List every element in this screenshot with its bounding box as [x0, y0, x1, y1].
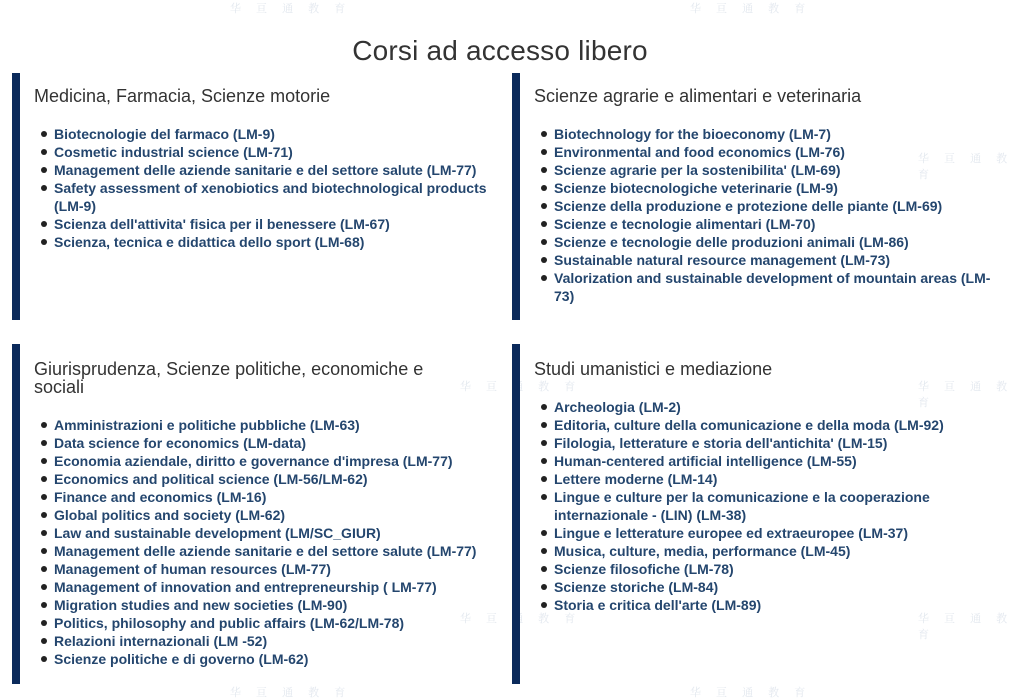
course-link[interactable]: Filologia, letterature e storia dell'antichita' (LM-15): [554, 435, 888, 451]
panel-heading: Medicina, Farmacia, Scienze motorie: [34, 86, 331, 106]
course-item: [34, 506, 492, 524]
bullet-icon: [541, 602, 547, 608]
watermark: 华 亘 通 教 育: [230, 687, 352, 699]
course-item: [34, 125, 492, 143]
course-link[interactable]: Law and sustainable development (LM/SC_GIUR): [54, 525, 381, 541]
course-link[interactable]: Politics, philosophy and public affairs (LM-62/LM-78): [54, 615, 405, 631]
course-item: [534, 542, 992, 560]
panel-heading: Studi umanistici e mediazione: [534, 359, 773, 379]
course-item: [534, 215, 992, 233]
course-link[interactable]: Scienze agrarie per la sostenibilita' (LM-69): [554, 162, 841, 178]
course-link[interactable]: Lingue e letterature europee ed extraeuropee (LM-37): [554, 525, 908, 541]
course-item: [534, 197, 992, 215]
course-link[interactable]: Data science for economics (LM-data): [54, 435, 307, 451]
course-item: [534, 578, 992, 596]
bullet-icon: [41, 602, 47, 608]
course-item: [34, 542, 492, 560]
bullet-icon: [541, 548, 547, 554]
page-title: Corsi ad accesso libero: [352, 34, 648, 66]
course-link[interactable]: Storia e critica dell'arte (LM-89): [554, 597, 762, 613]
course-item: [34, 578, 492, 596]
watermark: 华 亘 通 教 育: [690, 687, 812, 699]
course-item: [534, 143, 992, 161]
bullet-icon: [541, 203, 547, 209]
watermark: 华 亘 通 教 育: [918, 153, 1014, 181]
bullet-icon: [41, 221, 47, 227]
panel-heading: Giurisprudenza, Scienze politiche, economiche e sociali: [34, 359, 424, 397]
course-item: [34, 470, 492, 488]
watermark: 华 亘 通 教 育: [918, 381, 1014, 409]
course-item: [34, 215, 492, 233]
course-link[interactable]: Economia aziendale, diritto e governance d'impresa (LM-77): [54, 453, 453, 469]
bullet-icon: [541, 275, 547, 281]
bullet-icon: [41, 422, 47, 428]
bullet-icon: [541, 440, 547, 446]
course-list: [534, 398, 992, 614]
bullet-icon: [41, 584, 47, 590]
bullet-icon: [541, 584, 547, 590]
bullet-icon: [41, 167, 47, 173]
panel-medicina: [12, 73, 492, 320]
bullet-icon: [41, 239, 47, 245]
bullet-icon: [41, 512, 47, 518]
course-link[interactable]: Scienze della produzione e protezione delle piante (LM-69): [554, 198, 943, 214]
course-item: [534, 161, 992, 179]
course-link[interactable]: Scienze filosofiche (LM-78): [554, 561, 734, 577]
course-link[interactable]: Human-centered artificial intelligence (LM-55): [554, 453, 857, 469]
panel-giurisprudenza: [12, 344, 492, 684]
bullet-icon: [541, 494, 547, 500]
course-item: [34, 161, 492, 179]
watermark: 华 亘 通 教 育: [460, 381, 582, 393]
course-link[interactable]: Safety assessment of xenobiotics and biotechnological products (LM-9): [54, 180, 487, 214]
course-item: [534, 398, 992, 416]
watermark: 华 亘 通 教 育: [230, 3, 352, 15]
course-item: [534, 434, 992, 452]
course-item: [34, 560, 492, 578]
bullet-icon: [541, 404, 547, 410]
course-link[interactable]: Migration studies and new societies (LM-90): [54, 597, 348, 613]
course-link[interactable]: Biotechnology for the bioeconomy (LM-7): [554, 126, 831, 142]
bullet-icon: [541, 566, 547, 572]
course-list: [534, 125, 992, 305]
course-item: [34, 524, 492, 542]
course-item: [34, 632, 492, 650]
bullet-icon: [541, 167, 547, 173]
course-link[interactable]: Valorization and sustainable development of mountain areas (LM-73): [554, 270, 991, 304]
bullet-icon: [541, 149, 547, 155]
course-item: [534, 233, 992, 251]
course-item: [534, 524, 992, 542]
course-item: [34, 416, 492, 434]
bullet-icon: [41, 476, 47, 482]
course-link[interactable]: Economics and political science (LM-56/LM-62): [54, 471, 368, 487]
watermark: 华 亘 通 教 育: [690, 3, 812, 15]
course-item: [34, 614, 492, 632]
course-item: [534, 470, 992, 488]
course-item: [534, 179, 992, 197]
bullet-icon: [41, 131, 47, 137]
bullet-icon: [541, 239, 547, 245]
course-item: [534, 488, 992, 524]
course-item: [534, 269, 992, 305]
bullet-icon: [541, 131, 547, 137]
course-link[interactable]: Biotecnologie del farmaco (LM-9): [54, 126, 275, 142]
course-link[interactable]: Musica, culture, media, performance (LM-45): [554, 543, 851, 559]
course-link[interactable]: Scienze storiche (LM-84): [554, 579, 719, 595]
course-link[interactable]: Scienza dell'attivita' fisica per il benessere (LM-67): [54, 216, 390, 232]
bullet-icon: [41, 638, 47, 644]
course-item: [34, 434, 492, 452]
course-link[interactable]: Scienza, tecnica e didattica dello sport (LM-68): [54, 234, 365, 250]
course-link[interactable]: Global politics and society (LM-62): [54, 507, 286, 523]
course-item: [534, 416, 992, 434]
course-link[interactable]: Management delle aziende sanitarie e del settore salute (LM-77): [54, 162, 477, 178]
bullet-icon: [541, 185, 547, 191]
watermark: 华 亘 通 教 育: [918, 613, 1014, 641]
course-link[interactable]: Lettere moderne (LM-14): [554, 471, 718, 487]
bullet-icon: [541, 476, 547, 482]
bullet-icon: [41, 566, 47, 572]
course-link[interactable]: Sustainable natural resource management (LM-73): [554, 252, 891, 268]
bullet-icon: [41, 656, 47, 662]
bullet-icon: [541, 458, 547, 464]
course-item: [534, 125, 992, 143]
watermark: 华 亘 通 教 育: [460, 613, 582, 625]
bullet-icon: [41, 620, 47, 626]
course-list: [34, 125, 492, 251]
course-item: [534, 452, 992, 470]
bullet-icon: [41, 458, 47, 464]
bullet-icon: [41, 185, 47, 191]
course-link[interactable]: Management of human resources (LM-77): [54, 561, 331, 577]
course-item: [34, 452, 492, 470]
course-link[interactable]: Scienze biotecnologiche veterinarie (LM-9): [554, 180, 838, 196]
panel-heading: Scienze agrarie e alimentari e veterinaria: [534, 86, 862, 106]
bullet-icon: [541, 530, 547, 536]
course-item: [34, 650, 492, 668]
course-item: [34, 233, 492, 251]
course-item: [34, 179, 492, 215]
course-link[interactable]: Management delle aziende sanitarie e del settore salute (LM-77): [54, 543, 477, 559]
course-link[interactable]: Scienze e tecnologie delle produzioni animali (LM-86): [554, 234, 909, 250]
course-link[interactable]: Environmental and food economics (LM-76): [554, 144, 845, 160]
bullet-icon: [541, 221, 547, 227]
course-link[interactable]: Management of innovation and entrepreneurship ( LM-77): [54, 579, 437, 595]
course-link[interactable]: Cosmetic industrial science (LM-71): [54, 144, 293, 160]
course-item: [534, 560, 992, 578]
course-item: [34, 143, 492, 161]
course-item: [534, 251, 992, 269]
course-list: [34, 416, 492, 668]
course-link[interactable]: Amministrazioni e politiche pubbliche (LM-63): [54, 417, 360, 433]
course-link[interactable]: Finance and economics (LM-16): [54, 489, 267, 505]
course-link[interactable]: Editoria, culture della comunicazione e della moda (LM-92): [554, 417, 944, 433]
panel-agrarie: [512, 73, 992, 320]
bullet-icon: [41, 440, 47, 446]
course-link[interactable]: Relazioni internazionali (LM -52): [54, 633, 268, 649]
course-item: [34, 488, 492, 506]
course-link[interactable]: Archeologia (LM-2): [554, 399, 681, 415]
course-link[interactable]: Lingue e culture per la comunicazione e la cooperazione internazionale - (LIN) (LM-38): [554, 489, 930, 523]
bullet-icon: [541, 257, 547, 263]
bullet-icon: [41, 149, 47, 155]
course-item: [34, 596, 492, 614]
bullet-icon: [41, 548, 47, 554]
bullet-icon: [41, 530, 47, 536]
course-item: [534, 596, 992, 614]
bullet-icon: [41, 494, 47, 500]
course-link[interactable]: Scienze e tecnologie alimentari (LM-70): [554, 216, 816, 232]
course-link[interactable]: Scienze politiche e di governo (LM-62): [54, 651, 309, 667]
panel-umanistici: [512, 344, 992, 684]
bullet-icon: [541, 422, 547, 428]
